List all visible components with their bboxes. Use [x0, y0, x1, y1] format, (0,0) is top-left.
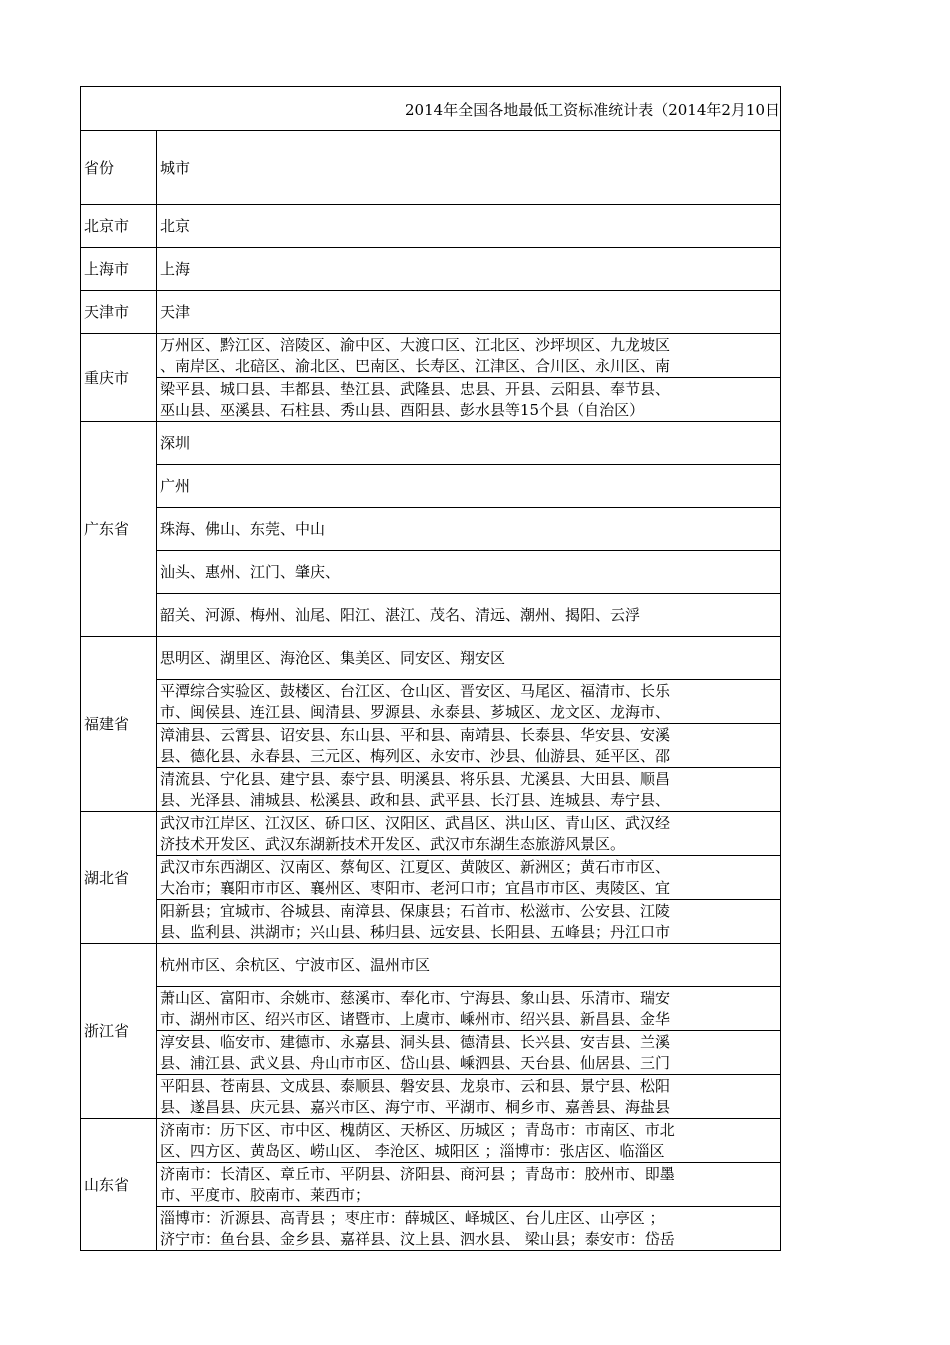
table-row	[81, 290, 781, 333]
title-row	[81, 87, 781, 131]
table-row	[81, 943, 781, 986]
city-cell[interactable]	[157, 986, 781, 1030]
wage-table	[81, 131, 781, 1251]
city-line: 萧山区、富阳市、余姚市、慈溪市、奉化市、宁海县、象山县、乐清市、瑞安	[160, 988, 671, 1007]
table-row	[81, 204, 781, 247]
province-cell[interactable]: 福建省	[81, 636, 157, 811]
city-cell[interactable]	[157, 811, 781, 855]
city-cell[interactable]	[157, 723, 781, 767]
city-cell[interactable]	[157, 1030, 781, 1074]
city-line: 平潭综合实验区、鼓楼区、台江区、仓山区、晋安区、马尾区、福清市、长乐	[160, 681, 671, 700]
city-line: 市、湖州市区、绍兴市区、诸暨市、上虞市、嵊州市、绍兴县、新昌县、金华	[160, 1009, 671, 1028]
city-line: 区、四方区、黄岛区、崂山区、 李沧区、城阳区 ；淄博市：张店区、临淄区	[160, 1141, 665, 1160]
city-line: 清流县、宁化县、建宁县、泰宁县、明溪县、将乐县、尤溪县、大田县、顺昌	[160, 769, 671, 788]
city-line: 淄博市：沂源县、高青县 ；枣庄市：薛城区、峄城区、台儿庄区、山亭区 ；	[160, 1208, 665, 1227]
province-cell[interactable]: 广东省	[81, 421, 157, 636]
city-cell[interactable]	[157, 899, 781, 943]
city-line: 县、光泽县、浦城县、松溪县、政和县、武平县、长汀县、连城县、寿宁县、	[160, 790, 671, 809]
table-row	[81, 679, 781, 723]
city-line: 济宁市：鱼台县、金乡县、嘉祥县、汶上县、泗水县、 梁山县；泰安市：岱岳	[160, 1229, 675, 1248]
city-cell[interactable]: 汕头、惠州、江门、肇庆、	[157, 550, 781, 593]
city-cell[interactable]: 深圳	[157, 421, 781, 464]
city-cell[interactable]	[157, 1118, 781, 1162]
table-row	[81, 767, 781, 811]
spreadsheet	[80, 86, 781, 1251]
city-line: 淳安县、临安市、建德市、永嘉县、洞头县、德清县、长兴县、安吉县、兰溪	[160, 1032, 671, 1051]
city-line: 市、平度市、胶南市、莱西市；	[160, 1185, 371, 1204]
city-cell[interactable]	[157, 333, 781, 377]
city-cell[interactable]	[157, 855, 781, 899]
city-line: 县、浦江县、武义县、舟山市市区、岱山县、嵊泗县、天台县、仙居县、三门	[160, 1053, 671, 1072]
province-cell[interactable]: 重庆市	[81, 333, 157, 421]
city-line: 武汉市江岸区、江汉区、硚口区、汉阳区、武昌区、洪山区、青山区、武汉经	[160, 813, 671, 832]
city-cell[interactable]	[157, 1074, 781, 1118]
province-cell[interactable]: 浙江省	[81, 943, 157, 1118]
city-line: 武汉市东西湖区、汉南区、蔡甸区、江夏区、黄陂区、新洲区；黄石市市区、	[160, 857, 671, 876]
province-cell[interactable]: 上海市	[81, 247, 157, 290]
city-line: 梁平县、城口县、丰都县、垫江县、武隆县、忠县、开县、云阳县、奉节县、	[160, 379, 671, 398]
city-cell[interactable]: 杭州市区、余杭区、宁波市区、温州市区	[157, 943, 781, 986]
city-cell[interactable]: 思明区、湖里区、海沧区、集美区、同安区、翔安区	[157, 636, 781, 679]
table-row	[81, 899, 781, 943]
table-row	[81, 464, 781, 507]
table-row	[81, 421, 781, 464]
table-row	[81, 811, 781, 855]
city-line: 市、闽侯县、连江县、闽清县、罗源县、永泰县、芗城区、龙文区、龙海市、	[160, 702, 671, 721]
table-row	[81, 636, 781, 679]
city-line: 济技术开发区、武汉东湖新技术开发区、武汉市东湖生态旅游风景区。	[160, 834, 626, 853]
province-cell[interactable]: 山东省	[81, 1118, 157, 1250]
table-row	[81, 723, 781, 767]
city-line: 县、德化县、永春县、三元区、梅列区、永安市、沙县、仙游县、延平区、邵	[160, 746, 671, 765]
city-cell[interactable]: 广州	[157, 464, 781, 507]
table-title: 2014年全国各地最低工资标准统计表（2014年2月10日	[405, 101, 780, 119]
province-cell[interactable]: 湖北省	[81, 811, 157, 943]
table-row	[81, 986, 781, 1030]
header-row	[81, 131, 781, 204]
city-line: 巫山县、巫溪县、石柱县、秀山县、酉阳县、彭水县等15个县（自治区）	[160, 400, 645, 419]
table-row	[81, 1030, 781, 1074]
city-cell[interactable]: 上海	[157, 247, 781, 290]
city-cell[interactable]	[157, 1162, 781, 1206]
city-line: 县、监利县、洪湖市；兴山县、秭归县、远安县、长阳县、五峰县；丹江口市	[160, 922, 671, 941]
table-row	[81, 593, 781, 636]
table-row	[81, 1074, 781, 1118]
city-cell[interactable]	[157, 1206, 781, 1250]
table-row	[81, 1162, 781, 1206]
city-cell[interactable]: 珠海、佛山、东莞、中山	[157, 507, 781, 550]
table-row	[81, 377, 781, 421]
province-cell[interactable]: 天津市	[81, 290, 157, 333]
table-row	[81, 1206, 781, 1250]
table-row	[81, 855, 781, 899]
header-province[interactable]: 省份	[81, 131, 157, 204]
table-row	[81, 247, 781, 290]
city-cell[interactable]	[157, 679, 781, 723]
city-line: 万州区、黔江区、涪陵区、渝中区、大渡口区、江北区、沙坪坝区、九龙坡区	[160, 335, 671, 354]
city-cell[interactable]: 北京	[157, 204, 781, 247]
city-cell[interactable]: 天津	[157, 290, 781, 333]
header-city[interactable]: 城市	[157, 131, 781, 204]
city-line: 大冶市；襄阳市市区、襄州区、枣阳市、老河口市；宜昌市市区、夷陵区、宜	[160, 878, 671, 897]
city-line: 济南市：历下区、市中区、槐荫区、天桥区、历城区 ；青岛市：市南区、市北	[160, 1120, 675, 1139]
city-line: 、南岸区、北碚区、渝北区、巴南区、长寿区、江津区、合川区、永川区、南	[160, 356, 671, 375]
table-row	[81, 333, 781, 377]
table-row	[81, 507, 781, 550]
province-cell[interactable]: 北京市	[81, 204, 157, 247]
city-line: 阳新县；宜城市、谷城县、南漳县、保康县；石首市、松滋市、公安县、江陵	[160, 901, 671, 920]
city-line: 平阳县、苍南县、文成县、泰顺县、磐安县、龙泉市、云和县、景宁县、松阳	[160, 1076, 671, 1095]
city-line: 漳浦县、云霄县、诏安县、东山县、平和县、南靖县、长泰县、华安县、安溪	[160, 725, 671, 744]
table-row	[81, 550, 781, 593]
city-cell[interactable]	[157, 767, 781, 811]
table-row	[81, 1118, 781, 1162]
city-line: 济南市：长清区、章丘市、平阴县、济阳县、商河县 ；青岛市：胶州市、即墨	[160, 1164, 675, 1183]
city-line: 县、遂昌县、庆元县、嘉兴市区、海宁市、平湖市、桐乡市、嘉善县、海盐县	[160, 1097, 671, 1116]
city-cell[interactable]: 韶关、河源、梅州、汕尾、阳江、湛江、茂名、清远、潮州、揭阳、云浮	[157, 593, 781, 636]
city-cell[interactable]	[157, 377, 781, 421]
